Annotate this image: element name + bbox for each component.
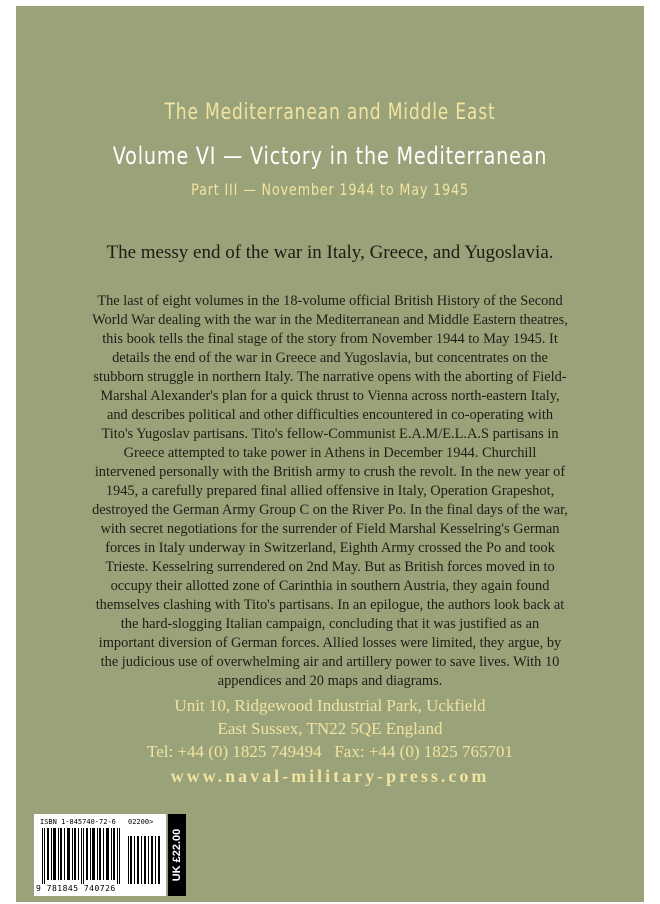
isbn-label: ISBN 1-845740-72-6 bbox=[40, 818, 116, 826]
blurb-text: The last of eight volumes in the 18-volume official British History of the Second World War dealing with the war in the Mediterranean and Middle Eastern theatres, this book tells the final stage of the story from November 1944 to May 1945. It details the end of the war in Greece and Yugoslavia, but concentrates on the stubborn struggle in northern Italy. The narrative opens with the aborting of Field-Marshal Alexander's plan for a quick thrust to Vienna across north-eastern Italy, and describes political and other difficulties encountered in co-operating with Tito's Yugoslav partisans. Tito's fellow-Communist E.A.M/E.L.A.S partisans in Greece attempted to take power in Athens in December 1944. Churchill intervened personally with the British army to crush the revolt. In the new year of 1945, a carefully prepared final allied offensive in Italy, Operation Grapeshot, destroyed the German Army Group C on the River Po. In the final days of the war, with secret negotiations for the surrender of Field Marshal Kesselring's German forces in Italy underway in Switzerland, Eighth Army crossed the Po and took Trieste. Kesselring surrendered on 2nd May. But as British forces moved in to occupy their allotted zone of Carinthia in southern Austria, they again found themselves clashing with Tito's partisans. In an epilogue, the authors look back at the hard-slogging Italian campaign, concluding that it was justified as an important diversion of German forces. Allied losses were limited, they argue, by the judicious use of overwhelming air and artillery power to save lives. With 10 appendices and 20 maps and diagrams. bbox=[92, 293, 568, 689]
publisher-website: www.naval-military-press.com bbox=[170, 766, 490, 786]
tagline: The messy end of the war in Italy, Greece, and Yugoslavia. bbox=[106, 242, 554, 263]
part-title: Part III — November 1944 to May 1945 bbox=[191, 180, 469, 199]
series-title: The Mediterranean and Middle East bbox=[164, 100, 496, 125]
price-label bbox=[168, 814, 186, 896]
phone-fax-line: Tel: +44 (0) 1825 749494 Fax: +44 (0) 1825 765701 bbox=[147, 742, 513, 761]
barcode-bars-icon bbox=[40, 828, 162, 884]
address-line-2: East Sussex, TN22 5QE England bbox=[217, 719, 443, 738]
price-text: UK £22.00 bbox=[171, 828, 183, 882]
ean-digits: 9 781845 740726 bbox=[36, 884, 116, 893]
barcode-addon-digits: 02200> bbox=[128, 818, 154, 826]
publisher-address bbox=[0, 694, 660, 763]
barcode bbox=[34, 814, 166, 896]
volume-title: Volume VI — Victory in the Mediterranean bbox=[112, 142, 548, 170]
address-line-1: Unit 10, Ridgewood Industrial Park, Uckfield bbox=[174, 696, 486, 715]
